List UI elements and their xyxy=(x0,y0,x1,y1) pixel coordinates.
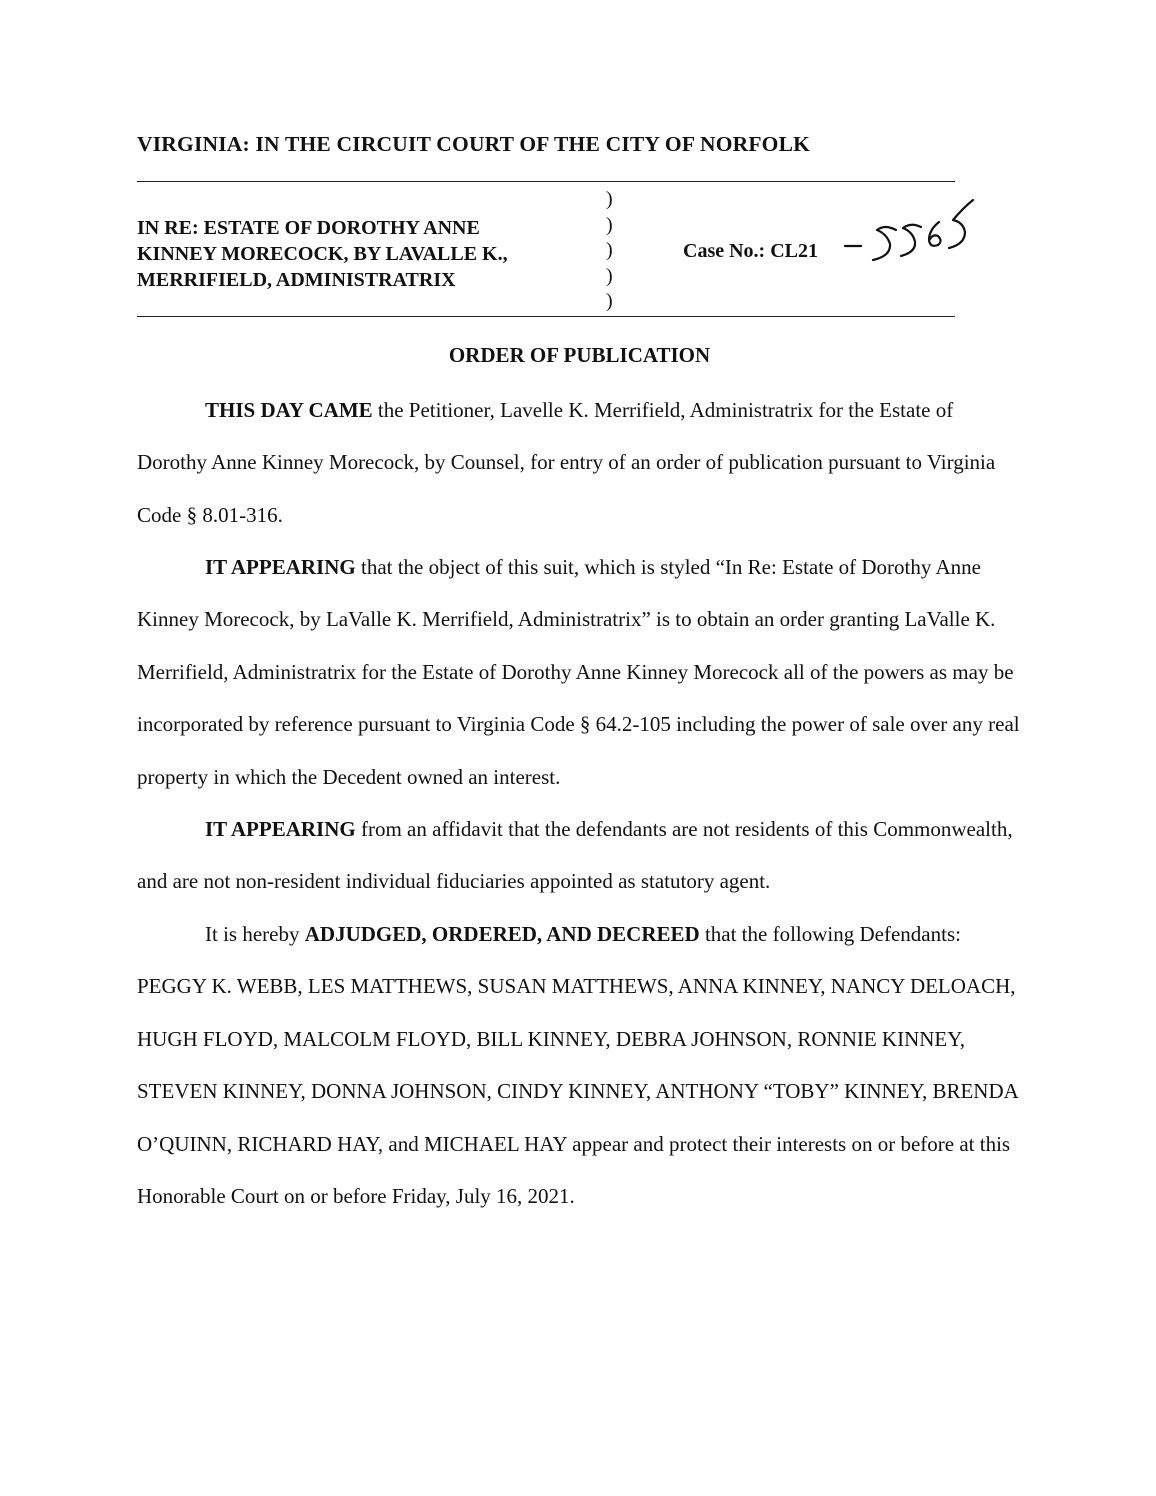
caption-line: KINNEY MORECOCK, BY LAVALLE K., xyxy=(137,243,508,265)
paragraph-text: the Petitioner, Lavelle K. Merrifield, Administratrix for the Estate of Dorothy Anne Kinney Morecock, by Counsel, for entry of an order of publication pursuant to Virginia Code § 8.01-316. xyxy=(137,398,996,527)
paragraph-text: from an affidavit that the defendants are not residents of this Commonwealth, and are not non-resident individual fiduciaries appointed as statutory agent. xyxy=(137,817,1013,894)
paragraph-it-appearing-affidavit xyxy=(137,803,1027,908)
document-title-text: ORDER OF PUBLICATION xyxy=(448,343,711,367)
paragraph-pre: It is hereby xyxy=(205,922,305,946)
court-heading: VIRGINIA: IN THE CIRCUIT COURT OF THE CITY OF NORFOLK xyxy=(137,132,811,156)
caption-paren: ) xyxy=(606,213,613,236)
paragraph-text: that the following Defendants: PEGGY K. WEBB, LES MATTHEWS, SUSAN MATTHEWS, ANNA KINNEY, NANCY DELOACH, HUGH FLOYD, MALCOLM FLOYD, BILL KINNEY, DEBRA JOHNSON, RONNIE KINNEY, STEVEN KINNEY, DONNA JOHNSON, CINDY KINNEY, ANTHONY “TOBY” KINNEY, BRENDA O’QUINN, RICHARD HAY, and MICHAEL HAY appear and protect their interests on or before at this Honorable Court on or before Friday, July 16, 2021. xyxy=(137,922,1018,1209)
paragraph-lead: IT APPEARING xyxy=(205,817,356,841)
paragraph-text: that the object of this suit, which is styled “In Re: Estate of Dorothy Anne Kinney Morecock, by LaValle K. Merrifield, Administratrix” is to obtain an order granting LaValle K. Merrifield, Administratrix for the Estate of Dorothy Anne Kinney Morecock all of the powers as may be incorporated by reference pursuant to Virginia Code § 64.2-105 including the power of sale over any real property in which the Decedent owned an interest. xyxy=(137,555,1020,789)
paragraph-lead: IT APPEARING xyxy=(205,555,356,579)
paragraph-this-day-came xyxy=(137,384,1027,541)
caption-bottom-rule xyxy=(137,316,955,317)
case-number-label: Case No.: CL21 xyxy=(683,240,818,262)
paragraph-lead: ADJUDGED, ORDERED, AND DECREED xyxy=(304,922,700,946)
caption-paren: ) xyxy=(606,188,613,210)
caption-top-rule xyxy=(137,181,955,182)
caption-line: IN RE: ESTATE OF DOROTHY ANNE xyxy=(137,217,480,239)
paragraph-lead: THIS DAY CAME xyxy=(205,398,373,422)
case-number-handwritten xyxy=(841,194,981,274)
caption-parentheses xyxy=(606,187,613,315)
paragraph-adjudged-ordered xyxy=(137,908,1027,1222)
caption-paren: ) xyxy=(606,290,613,312)
caption-paren: ) xyxy=(606,239,613,261)
paragraph-it-appearing-object xyxy=(137,541,1027,803)
caption-line: MERRIFIELD, ADMINISTRATRIX xyxy=(137,269,456,291)
case-caption-parties xyxy=(137,215,508,293)
document-title xyxy=(0,343,1156,368)
caption-paren: ) xyxy=(606,264,613,287)
